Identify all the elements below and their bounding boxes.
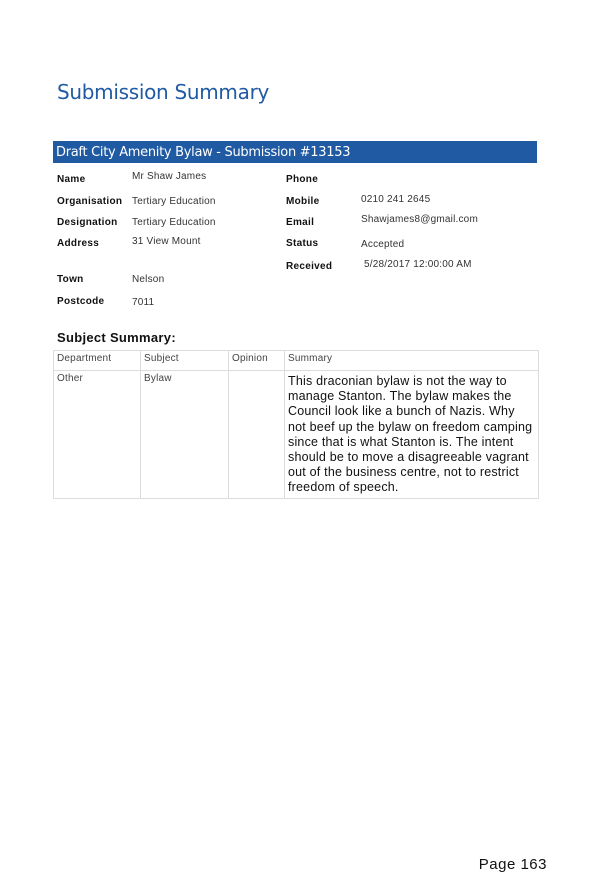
- name-label: Name: [57, 174, 86, 185]
- address-label: Address: [57, 238, 100, 249]
- column-header-department: Department: [54, 351, 141, 371]
- column-header-summary: Summary: [285, 351, 539, 371]
- received-value: 5/28/2017 12:00:00 AM: [364, 259, 472, 270]
- designation-value: Tertiary Education: [132, 217, 216, 228]
- address-value: 31 View Mount: [132, 236, 201, 247]
- opinion-cell: [229, 371, 285, 499]
- email-value: Shawjames8@gmail.com: [361, 214, 478, 225]
- town-value: Nelson: [132, 274, 165, 285]
- page-title: Submission Summary: [57, 80, 270, 104]
- department-cell: Other: [54, 371, 141, 499]
- subject-summary-table: [53, 350, 539, 499]
- organisation-value: Tertiary Education: [132, 196, 216, 207]
- status-value: Accepted: [361, 239, 405, 250]
- organisation-label: Organisation: [57, 196, 123, 207]
- subject-cell: Bylaw: [141, 371, 229, 499]
- column-header-subject: Subject: [141, 351, 229, 371]
- submission-banner: Draft City Amenity Bylaw - Submission #13153: [53, 141, 537, 163]
- table-row: [54, 371, 539, 499]
- summary-cell: This draconian bylaw is not the way to manage Stanton. The bylaw makes the Council look like a bunch of Nazis. Why not beef up the bylaw on freedom camping since that is what Stanton is. The intent should be to move a disagreeable vagrant out of the business centre, not to restrict freedom of speech.: [285, 371, 539, 499]
- received-label: Received: [286, 261, 333, 272]
- page-number: Page 163: [478, 856, 547, 873]
- postcode-label: Postcode: [57, 296, 105, 307]
- email-label: Email: [286, 217, 315, 228]
- mobile-value: 0210 241 2645: [361, 194, 431, 205]
- name-value: Mr Shaw James: [132, 171, 207, 182]
- table-header-row: [54, 351, 539, 371]
- mobile-label: Mobile: [286, 196, 320, 207]
- column-header-opinion: Opinion: [229, 351, 285, 371]
- designation-label: Designation: [57, 217, 118, 228]
- status-label: Status: [286, 238, 319, 249]
- postcode-value: 7011: [132, 297, 155, 308]
- subject-summary-heading: Subject Summary:: [57, 330, 176, 345]
- phone-label: Phone: [286, 174, 319, 185]
- town-label: Town: [57, 274, 84, 285]
